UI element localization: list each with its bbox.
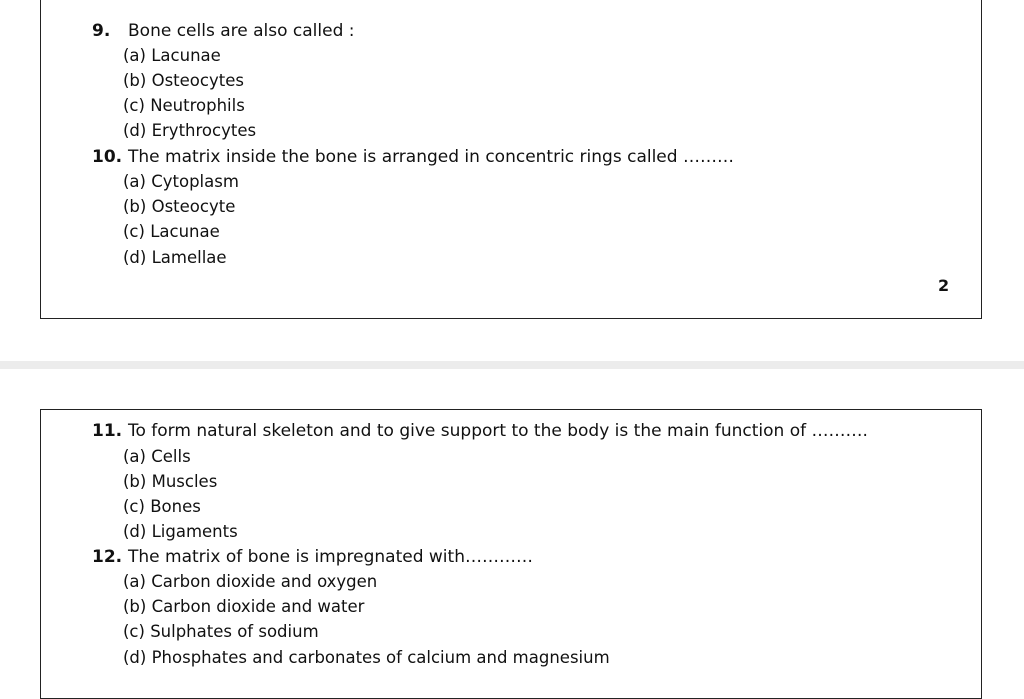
question-number: 10. [92,147,123,167]
question-number: 9. [92,21,111,41]
question-number: 12. [92,547,123,567]
option-a: (a) Cells [123,447,191,466]
option-b: (b) Carbon dioxide and water [123,597,365,616]
option-d: (d) Erythrocytes [123,121,257,140]
option-b: (b) Osteocyte [123,197,236,216]
page-number: 2 [938,276,950,295]
question-number: 11. [92,421,123,441]
page-gap [0,361,1024,369]
question-text: The matrix inside the bone is arranged in concentric rings called ……… [128,147,734,167]
option-c: (c) Neutrophils [123,96,245,115]
option-d: (d) Phosphates and carbonates of calcium and magnesium [123,648,610,667]
option-a: (a) Cytoplasm [123,172,239,191]
option-c: (c) Lacunae [123,222,220,241]
option-a: (a) Carbon dioxide and oxygen [123,572,378,591]
question-text: Bone cells are also called : [128,21,355,41]
option-c: (c) Bones [123,497,201,516]
option-a: (a) Lacunae [123,46,221,65]
option-c: (c) Sulphates of sodium [123,622,319,641]
question-text: The matrix of bone is impregnated with………… [128,547,533,567]
option-d: (d) Lamellae [123,248,227,267]
option-b: (b) Osteocytes [123,71,244,90]
option-b: (b) Muscles [123,472,218,491]
question-text: To form natural skeleton and to give support to the body is the main function of ………. [128,421,868,441]
option-d: (d) Ligaments [123,522,238,541]
